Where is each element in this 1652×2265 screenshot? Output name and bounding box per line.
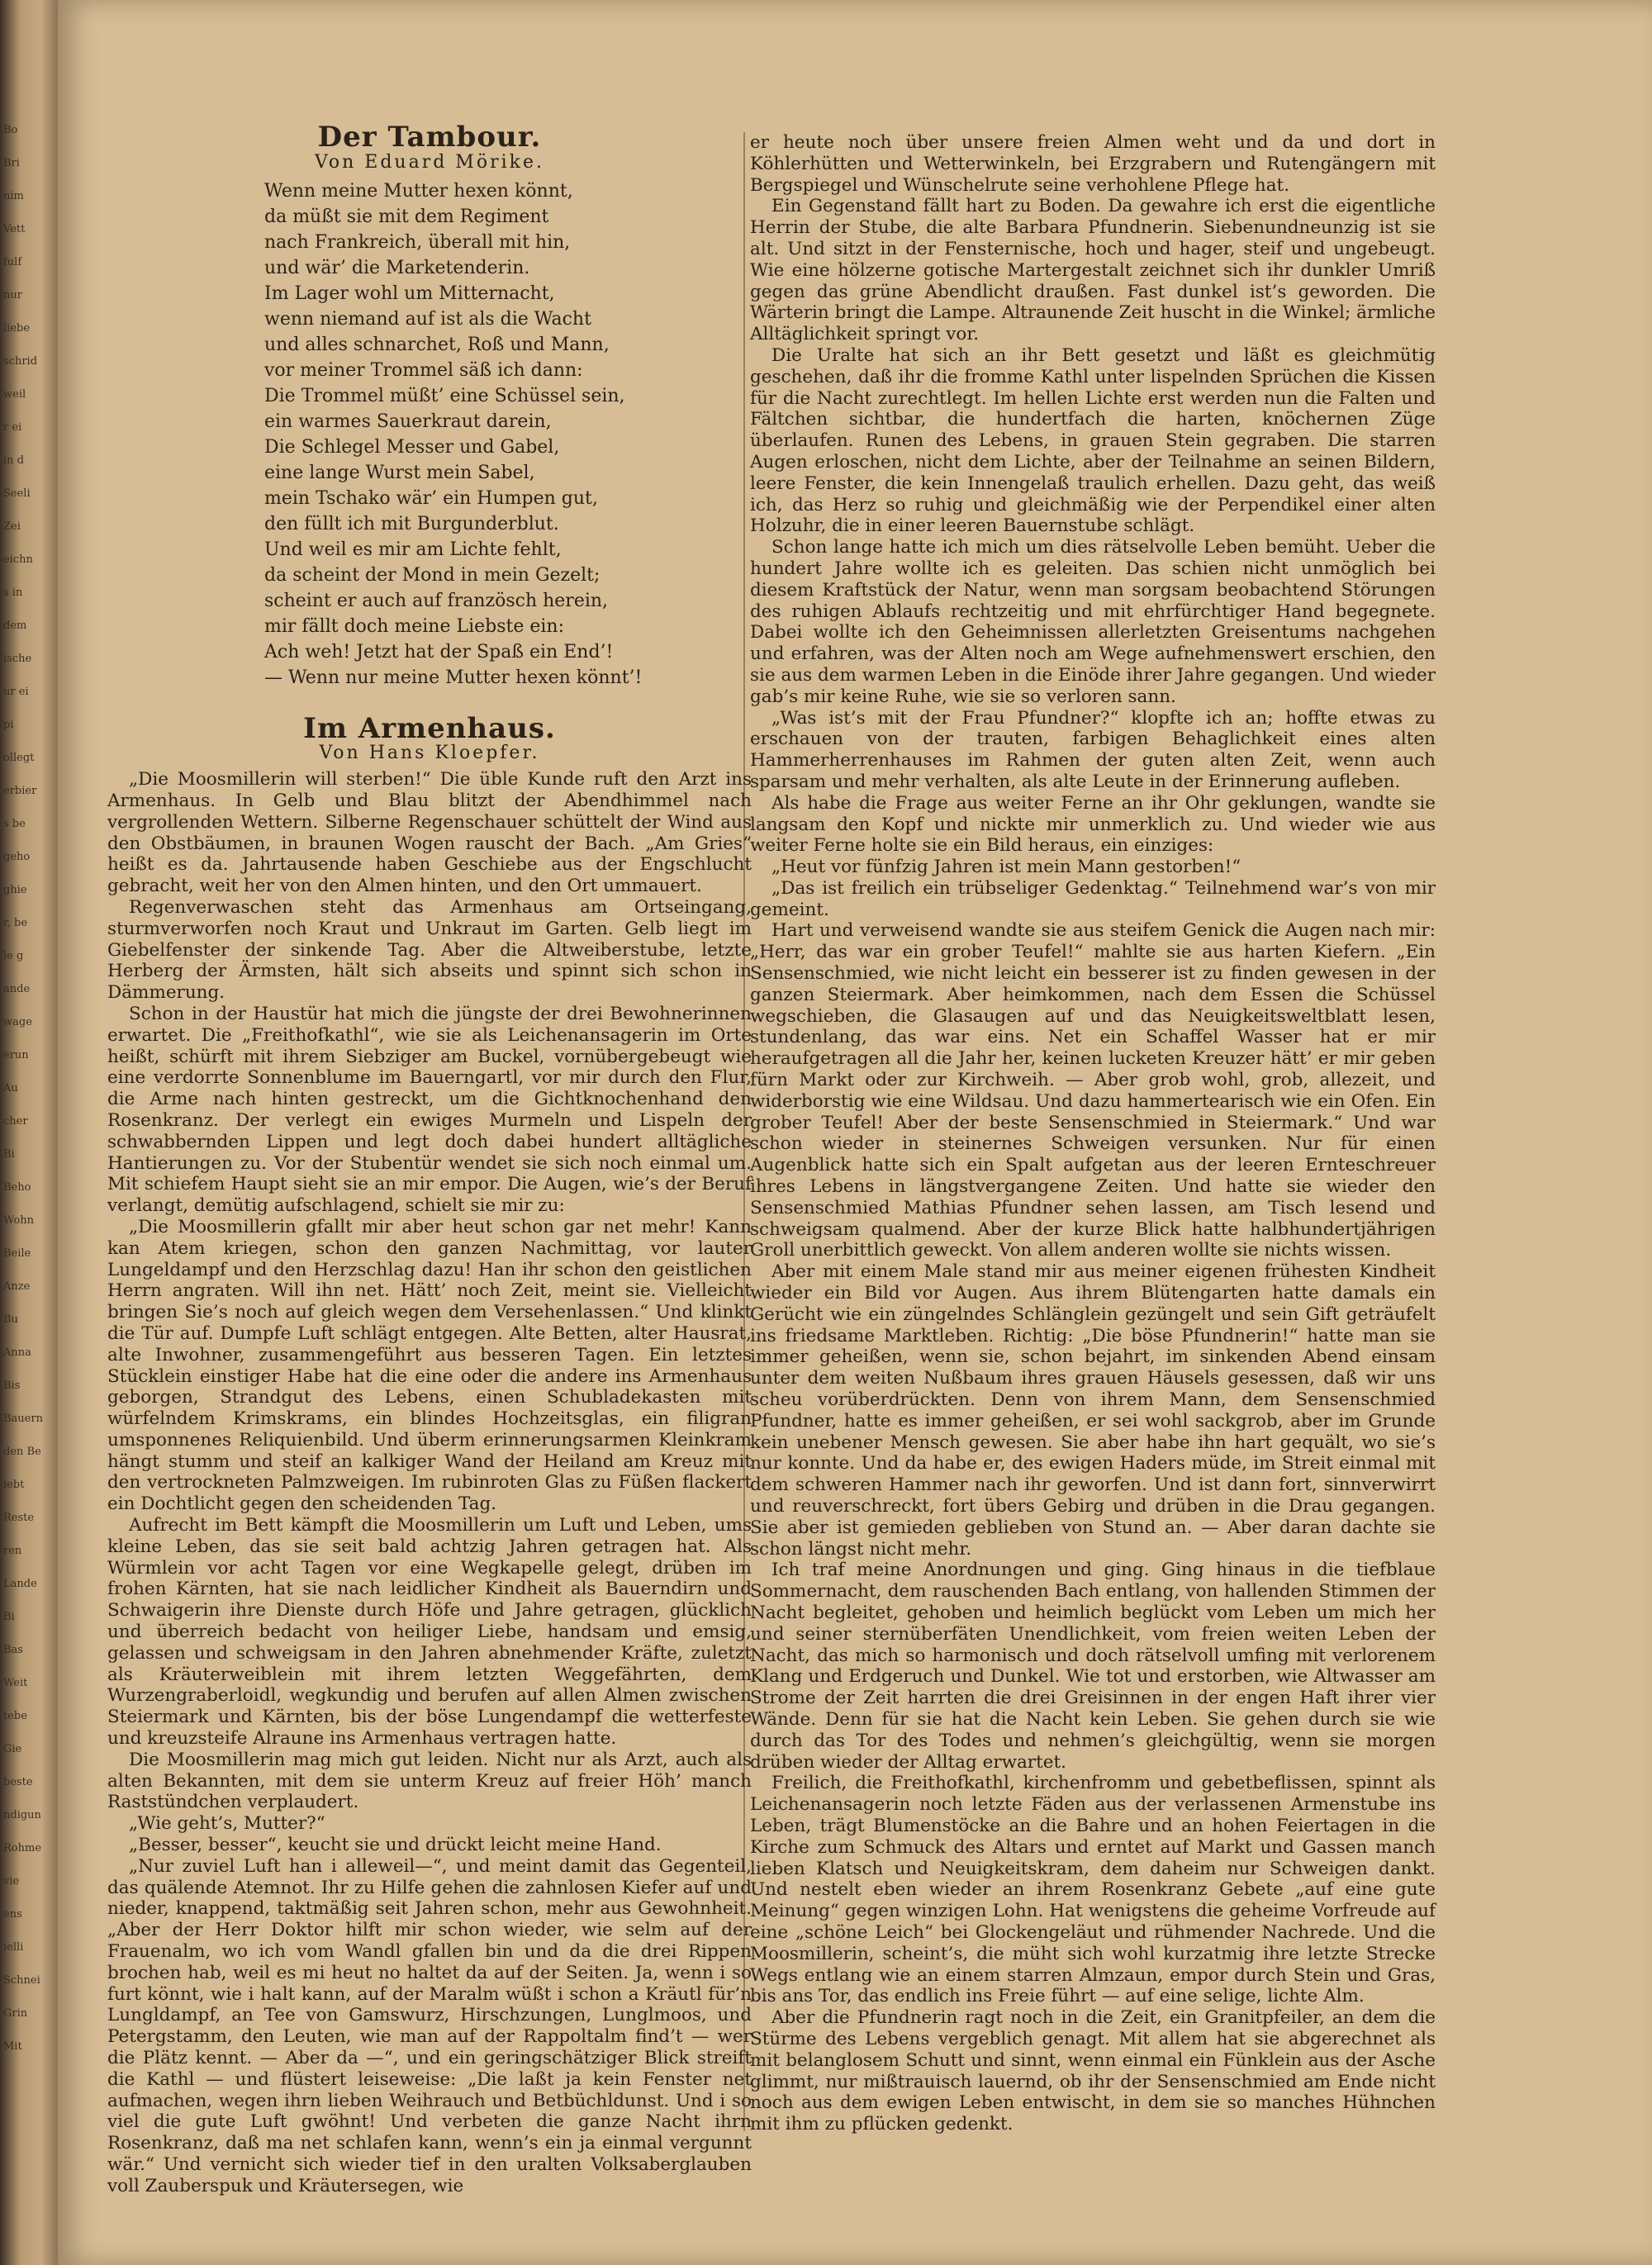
paragraph: Als habe die Frage aus weiter Ferne an ihr Ohr geklungen, wandte sie langsam den Kopf und nickte mir unmerklich zu. Und wieder wie aus weiter Ferne holte sie ein Bild heraus, ein einziges:: [750, 792, 1436, 857]
article-text-right: [750, 132, 1436, 2135]
gutter-text-fragment: pi: [3, 719, 14, 731]
gutter-text-fragment: Bri: [3, 157, 20, 169]
poem-line: Im Lager wohl um Mitternacht,: [264, 283, 555, 304]
gutter-text-fragment: beste: [3, 1776, 33, 1788]
gutter-text-fragment: den Be: [3, 1446, 41, 1458]
poem-line: den füllt ich mit Burgunderblut.: [264, 513, 559, 534]
poem-line: da scheint der Mond in mein Gezelt;: [264, 564, 601, 586]
gutter-text-fragment: schrid: [3, 355, 38, 368]
paragraph: „Heut vor fünfzig Jahren ist mein Mann gestorben!“: [771, 857, 1241, 878]
gutter-text-fragment: geho: [3, 851, 31, 863]
gutter-text-fragment: ren: [3, 1545, 22, 1557]
paragraph: Ein Gegenstand fällt hart zu Boden. Da gewahre ich erst die eigentliche Herrin der Stube, die alte Barbara Pfundnerin. Siebenundneunzig ist sie alt. Und sitzt in der Fensternische, hoch und hager, steif und ungebeugt. Wie eine hölzerne gotische Martergestalt zeichnet sich ihr dunkler Umriß gegen das grüne Abendlicht draußen. Fast dunkel ist’s geworden. Die Wärterin bringt die Lampe. Altraunende Zeit huscht in die Winkel; ärmliche Alltäglichkeit springt vor.: [750, 196, 1436, 345]
article-byline: Von Hans Kloepfer.: [319, 743, 540, 764]
gutter-text-fragment: ghie: [3, 884, 27, 896]
gutter-text-fragment: s be: [3, 818, 26, 830]
gutter-text-fragment: Bi: [3, 1611, 15, 1623]
poem-line: vor meiner Trommel säß ich dann:: [264, 359, 583, 381]
poem-line: eine lange Wurst mein Sabel,: [264, 462, 535, 483]
gutter-text-fragment: Anna: [3, 1346, 31, 1359]
gutter-text-fragment: eichn: [3, 553, 33, 566]
gutter-text-fragment: nur: [3, 289, 22, 302]
gutter-text-fragment: Bauern: [3, 1413, 43, 1425]
gutter-text-fragment: Rohme: [3, 1842, 42, 1854]
gutter-text-fragment: tebe: [3, 1710, 27, 1722]
paragraph: Aufrecht im Bett kämpft die Moosmillerin um Luft und Leben, ums kleine Leben, das sie seit bald achtzig Jahren getragen hat. Als Würmlein vor acht Tagen vor eine Wegkapelle gelegt, drüben im frohen Kärnten, hat sie nach leidlicher Kindheit als Bauerndirn und Schwaigerin ihre Dienste durch Höfe und Jahre getragen, glücklich und überreich bedacht von heiliger Liebe, handsam und emsig, gelassen und schweigsam in den Jahren abnehmender Kräfte, zuletzt als Kräuterweiblein mit ihrem letzten Weggefährten, dem Wurzengraberloidl, wegkundig und berufen auf allen Almen zwischen Steiermark und Kärnten, bis der böse Lungendampf die wetterfeste und kreuzsteife Alraune ins Armenhaus vertragen hatte.: [107, 1515, 752, 1750]
gutter-text-fragment: Gie: [3, 1743, 22, 1755]
gutter-text-fragment: r, be: [3, 917, 28, 929]
newspaper-page: [58, 0, 1652, 2265]
gutter-text-fragment: ndigun: [3, 1809, 41, 1821]
article-text-left: [107, 769, 752, 2196]
gutter-text-fragment: Lande: [3, 1578, 37, 1590]
article-title: Im Armenhaus.: [303, 711, 556, 745]
binding-gutter: [0, 0, 58, 2265]
paragraph: Regenverwaschen steht das Armenhaus am Ortseingang, sturmverworfen noch Kraut und Unkraut im Garten. Gelb liegt im Giebelfenster der sinkende Tag. Aber die Altweiberstube, letzte Herberg der Ärmsten, hält sich abseits und spinnt sich schon in Dämmerung.: [107, 896, 752, 1004]
gutter-text-fragment: Grin: [3, 2007, 28, 2020]
paragraph: Schon lange hatte ich mich um dies rätselvolle Leben bemüht. Ueber die hundert Jahre wollte ich es geleiten. Das schien nicht unmöglich bei diesem Kraftstück der Natur, wenn man sorgsam beobachtend Störungen des ruhigen Ablaufs rechtzeitig und mit ehrfürchtiger Hand begegnete. Dabei wollte ich den Geheimnissen allerletzten Greisentums nachgehen und erfahren, was der Alten noch am Wege aufnehmenswert erschien, den sie aus dem warmen Leben in die Einöde ihrer Jahre gegangen. Und wieder gab’s mir keine Ruhe, wie sie so verloren sann.: [750, 537, 1436, 707]
gutter-text-fragment: iebt: [3, 1479, 25, 1491]
poem-line: Und weil es mir am Lichte fehlt,: [264, 539, 562, 560]
gutter-text-fragment: Beho: [3, 1181, 31, 1194]
paragraph: Aber mit einem Male stand mir aus meiner eigenen frühesten Kindheit wieder ein Bild vor Augen. Aus ihrem Blütengarten hatte damals ein Gerücht wie ein züngelndes Schlänglein gezüngelt und sein Gift geträufelt ins friedsame Marktleben. Richtig: „Die böse Pfundnerin!“ hatte man sie immer geheißen, wenn sie, schon bejahrt, im sinkenden Abend einsam unter dem weiten Nußbaum ihres grauen Häusels gesessen, daß wir uns scheu vorüberdrückten. Denn von ihrem Mann, dem Sensenschmied Pfundner, hatte es immer geheißen, er sei wohl sackgrob, aber im Grunde kein unebener Mensch gewesen. Sie aber habe ihn hart gequält, wo sie’s nur konnte. Und da habe er, des ewigen Haders müde, im Streit einmal mit dem schweren Hammer nach ihr geworfen. Und ist dann fort, sinnverwirrt und reuverschreckt, fort übers Gebirg und drüben in die Drau gegangen. Sie aber ist gemieden geblieben von Stund an. — Aber daran dachte sie schon längst nicht mehr.: [750, 1261, 1436, 1560]
paragraph: Schon in der Haustür hat mich die jüngste der drei Bewohnerinnen erwartet. Die „Freithofkathl“, wie sie als Leichenansagerin im Orte heißt, schürft mit ihrem Siebziger am Buckel, vornübergebeugt wie eine verdorrte Sonnenblume im Bauerngartl, vor mir durch den Flur, die Arme nach hinten gestreckt, um die Gichtknochenhand den Rosenkranz. Der verlegt ein ewiges Murmeln und Lispeln der schwabbernden Lippen und legt doch dabei hundert alltägliche Hantierungen zu. Vor der Stubentür wendet sie sich noch einmal um. Mit schiefem Haupt sieht sie an mir empor. Die Augen, wie’s der Beruf verlangt, demütig aufschlagend, schielt sie mir zu:: [107, 1003, 752, 1217]
paragraph: „Was ist’s mit der Frau Pfundner?“ klopfte ich an; hoffte etwas zu erschauen von der trauten, farbigen Behaglichkeit eines alten Hammerherrenhauses im Rahmen der guten alten Zeit, wenn auch sparsam und mehr verhalten, als alte Leute in der Erinnerung aufleben.: [750, 707, 1436, 792]
paragraph: „Nur zuviel Luft han i alleweil—“, und meint damit das Gegenteil, das quälende Atemnot. Ihr zu Hilfe gehen die zahnlosen Kiefer auf und nieder, knappend, taktmäßig seit Jahren schon, mehr aus Gewohnheit. „Aber der Herr Doktor hilft mir schon wieder, wie selm auf der Frauenalm, wo ich vom Wandl gfallen bin und da die drei Rippen brochen hab, weil es mi heut no haltet da auf der Seiten. Ja, wenn i so furt könnt, wie i halt kann, auf der Maralm wüßt i schon a Kräutl für’n Lungldampf, an Tee von Gamswurz, Hirschzungen, Lunglmoos, und Petergstamm, den Leuten, wie man auf der Rappoltalm find’t — wer die Plätz kennt. — Aber da —“, und ein geringschätziger Blick streift die Kathl — und flüstert leiseweise: „Die laßt ja kein Fenster net aufmachen, wegen ihrn lieben Weihrauch und Betbüchldunst. Und i so viel die gute Luft gwöhnt! Und verbeten die ganze Nacht ihrn Rosenkranz, daß ma net schlafen kann, wenn’s ein ja einmal vergunnt wär.“ Und vernicht sich wieder tief in den uralten Volksaberglauben voll Zauberspuk und Kräutersegen, wie: [107, 1855, 752, 2196]
gutter-text-fragment: Anze: [3, 1280, 31, 1293]
gutter-text-fragment: Bo: [3, 124, 18, 136]
paragraph: „Die Moosmillerin will sterben!“ Die üble Kunde ruft den Arzt ins Armenhaus. In Gelb und Blau blitzt der Abendhimmel nach vergrollenden Wettern. Silberne Regenschauer schüttelt der Wind aus den Obstbäumen, in braunen Wogen rauscht der Bach. „Am Gries“ heißt es da. Jahrtausende haben Geschiebe aus der Engschlucht gebracht, weit her von den Almen hinten, und den Ort ummauert.: [107, 769, 752, 897]
poem-line: und wär’ die Marketenderin.: [264, 257, 530, 278]
paragraph: Die Moosmillerin mag mich gut leiden. Nicht nur als Arzt, auch als alten Bekannten, mit dem sie unterm Kreuz auf freier Höh’ manch Raststündchen verplaudert.: [107, 1749, 752, 1813]
gutter-text-fragment: ur ei: [3, 686, 29, 698]
gutter-text-fragment: liebe: [3, 322, 31, 335]
paragraph: „Das ist freilich ein trübseliger Gedenktag.“ Teilnehmend war’s von mir gemeint.: [750, 877, 1436, 920]
poem-line: nach Frankreich, überall mit hin,: [264, 231, 571, 253]
left-column: [107, 121, 752, 2197]
gutter-text-fragment: Mit: [3, 2040, 22, 2053]
poem-body: [264, 178, 752, 691]
gutter-text-fragment: le g: [3, 950, 24, 962]
gutter-text-fragment: Bas: [3, 1644, 23, 1656]
right-column: [750, 132, 1436, 2135]
gutter-text-fragment: Bu: [3, 1313, 18, 1326]
gutter-text-fragment: Wohn: [3, 1214, 35, 1227]
poem-line: Wenn meine Mutter hexen könnt,: [264, 180, 573, 202]
gutter-text-fragment: in d: [3, 454, 24, 467]
paragraph: Aber die Pfundnerin ragt noch in die Zeit, ein Granitpfeiler, an dem die Stürme des Lebens vergeblich genagt. Mit allem hat sie abgerechnet als mit belanglosem Schutt und sinnt, wenn einmal ein Fünklein aus der Asche glimmt, nur mißtrauisch lauernd, ob ihr der Sensenschmied am Ende nicht noch aus dem ewigen Leben entwischt, in dem sie so manches Hühnchen mit ihm zu pflücken gedenkt.: [750, 2007, 1436, 2135]
gutter-text-fragment: dem: [3, 620, 27, 632]
poem-line: wenn niemand auf ist als die Wacht: [264, 308, 591, 330]
gutter-text-fragment: ens: [3, 1908, 22, 1921]
poem-line: mir fällt doch meine Liebste ein:: [264, 615, 565, 637]
paragraph: Die Uralte hat sich an ihr Bett gesetzt und läßt es gleichmütig geschehen, daß ihr die fromme Kathl unter lispelnden Sprüchen die Kissen für die Nacht zurechtlegt. Im hellen Lichte erst werden nun die Falten und Fältchen sichtbar, die hundertfach die harten, knöchernen Züge überlaufen. Runen des Lebens, in grauen Stein gegraben. Die starren Augen erloschen, nicht dem Lichte, aber der Teilnahme an seinen Bildern, leere Fenster, die kein Innengelaß traulich erhellen. Dazu geht, das weiß ich, das Herz so ruhig und gleichmäßig wie der Perpendikel einer alten Holzuhr, die in einer leeren Bauernstube schlägt.: [750, 344, 1436, 537]
gutter-text-fragment: Au: [3, 1082, 18, 1095]
paragraph: Freilich, die Freithofkathl, kirchenfromm und gebetbeflissen, spinnt als Leichenansagerin noch letzte Fäden aus der verlassenen Armenstube ins Leben, trägt Blumenstöcke an die Bahre und an hohen Feiertagen in die Kirche zum Schmuck des Altars und erntet auf Markt und Gassen manch lieben Klatsch und Neuigkeitskram, dem daheim nur Schweigen dankt. Und nestelt eben wieder an ihrem Rosenkranz Gebete „auf eine gute Meinung“ gegen winzigen Lohn. Hat wenigstens die geheime Vorfreude auf eine „schöne Leich“ bei Glockengeläut und rühmender Nachrede. Und die Moosmillerin, scheint’s, die müht sich wohl kurzatmig ihre letzte Strecke Wegs entlang wie an einem starren Almzaun, empor durch Stein und Gras, bis ans Tor, das endlich ins Freie führt — auf eine selige, lichte Alm.: [750, 1773, 1436, 2007]
poem-line: Ach weh! Jetzt hat der Spaß ein End’!: [264, 641, 614, 662]
gutter-text-fragment: erun: [3, 1049, 29, 1061]
gutter-text-fragment: Schnei: [3, 1974, 40, 1987]
gutter-text-fragment: ielli: [3, 1941, 24, 1954]
gutter-text-fragment: wage: [3, 1016, 32, 1028]
gutter-text-fragment: fulf: [3, 256, 22, 268]
gutter-text-fragment: nim: [3, 190, 24, 202]
gutter-text-fragment: s in: [3, 586, 23, 599]
gutter-text-fragment: ische: [3, 653, 32, 665]
paragraph: Hart und verweisend wandte sie aus steifem Genick die Augen nach mir: „Herr, das war ein grober Teufel!“ mahlte sie aus harten Kiefern. „Ein Sensenschmied, wie nicht leicht ein besserer ist zu finden gewesen in der ganzen Steiermark. Aber heimkommen, nach dem Essen die Schüssel wegschieben, die Glasaugen auf und das Neuigkeitsweltblatt lesen, stundenlang, das war eins. Net ein Schaffel Wasser hat er mir heraufgetragen all die Jahr her, keinen lucketen Kreuzer hätt’ er mir geben fürn Markt oder zur Kirchweih. — Aber grob wohl, grob, allezeit, und widerborstig wie eine Wildsau. Und dazu hammertearisch wie ein Ofen. Ein grober Teufel! Aber der beste Sensenschmied in Steiermark.“ Und war schon wieder in steinernes Schweigen versunken. Nur für einen Augenblick hatte sich ein Spalt aufgetan aus der leeren Ernteschreuer ihres Lebens in längstvergangene Zeiten. Und hatte sie wieder den Sensenschmied Mathias Pfundner sehen lassen, am Tisch lesend und schweigsam qualmend. Aber der kurze Blick hatte halbhundertjährigen Groll unerbittlich geweckt. Von allem anderen wollte sie nichts wissen.: [750, 920, 1436, 1261]
gutter-text-fragment: Bis: [3, 1379, 21, 1392]
poem-byline: Von Eduard Mörike.: [315, 151, 544, 173]
gutter-text-fragment: ande: [3, 983, 31, 995]
poem-line: mein Tschako wär’ ein Humpen gut,: [264, 487, 598, 509]
gutter-text-fragment: Beile: [3, 1247, 31, 1260]
poem-line: ein warmes Sauerkraut darein,: [264, 411, 552, 432]
gutter-text-fragment: vie: [3, 1875, 20, 1888]
poem-line: und alles schnarchet, Roß und Mann,: [264, 334, 610, 355]
poem-line: scheint er auch auf französch herein,: [264, 590, 609, 611]
gutter-text-fragment: erbier: [3, 785, 37, 797]
gutter-text-fragment: ollegt: [3, 752, 35, 764]
paragraph: „Besser, besser“, keucht sie und drückt leicht meine Hand.: [129, 1835, 662, 1856]
poem-line: Die Schlegel Messer und Gabel,: [264, 436, 560, 458]
gutter-text-fragment: Bi: [3, 1148, 15, 1161]
gutter-text-fragment: Seeli: [3, 487, 31, 500]
paragraph: er heute noch über unsere freien Almen weht und da und dort in Köhlerhütten und Wetterwinkeln, bei Erzgrabern und Rutengängern mit Bergspiegel und Wünschelrute seine verhohlene Pflege hat.: [750, 132, 1436, 196]
gutter-text-fragment: r ei: [3, 421, 22, 434]
gutter-text-fragment: Weit: [3, 1677, 28, 1689]
gutter-text-fragment: weil: [3, 388, 26, 401]
gutter-text-fragment: Zei: [3, 520, 21, 533]
poem-line: da müßt sie mit dem Regiment: [264, 206, 549, 227]
poem-line: — Wenn nur meine Mutter hexen könnt’!: [264, 667, 643, 688]
gutter-text-fragment: Vett: [3, 223, 26, 235]
gutter-text-fragment: cher: [3, 1115, 28, 1128]
poem-title: Der Tambour.: [317, 121, 542, 154]
poem-line: Die Trommel müßt’ eine Schüssel sein,: [264, 385, 625, 406]
paragraph: „Die Moosmillerin gfallt mir aber heut schon gar net mehr! Kann kan Atem kriegen, schon den ganzen Nachmittag, vor lauter Lungeldampf und den Herzschlag dazu! Han ihr schon den geistlichen Herrn angraten. Will ihn net. Hätt’ noch Zeit, meint sie. Vielleicht bringen Sie’s noch auf gleich wegen dem Versehenlassen.“ Und klinkt die Tür auf. Dumpfe Luft schlägt entgegen. Alte Betten, alter Hausrat, alte Inwohner, zusammengeführt aus besseren Tagen. Ein letztes Stücklein einstiger Habe hat die eine oder die andere ins Armenhaus geborgen, Strandgut des Lebens, einen Schubladekasten mit würfelndem Krimskrams, ein blindes Hochzeitsglas, ein filigran umsponnenes Reliquienbild. Und überm erinnerungsarmen Kleinkram hängt stumm und steif an kalkiger Wand der Heiland am Kreuz mit den vertrockneten Palmzweigen. Im rubinroten Glas zu Füßen flackert ein Dochtlicht gegen den scheidenden Tag.: [107, 1216, 752, 1515]
gutter-text-fragment: Reste: [3, 1512, 35, 1524]
paragraph: Ich traf meine Anordnungen und ging. Ging hinaus in die tiefblaue Sommernacht, dem rauschenden Bach entlang, von hallenden Stimmen der Nacht begleitet, gehoben und heimlich beglückt vom Leben um mich her und seiner sternüberfäten Unendlichkeit, vom freien weiten Leben der Nacht, das mich so harmonisch und doch rätselvoll umfing mit verlorenem Klang und Erdgeruch und Dunkel. Wie tot und erstorben, wie Altwasser am Strome der Zeit harrten die drei Greisinnen in der engen Haft ihrer vier Wände. Denn für sie hat die Nacht kein Leben. Sie gehen durch sie wie durch das Tor des Todes und nehmen’s gleichgültig, wenn sie morgen drüben wieder der Alltag erwartet.: [750, 1560, 1436, 1773]
paragraph: „Wie geht’s, Mutter?“: [129, 1813, 325, 1835]
